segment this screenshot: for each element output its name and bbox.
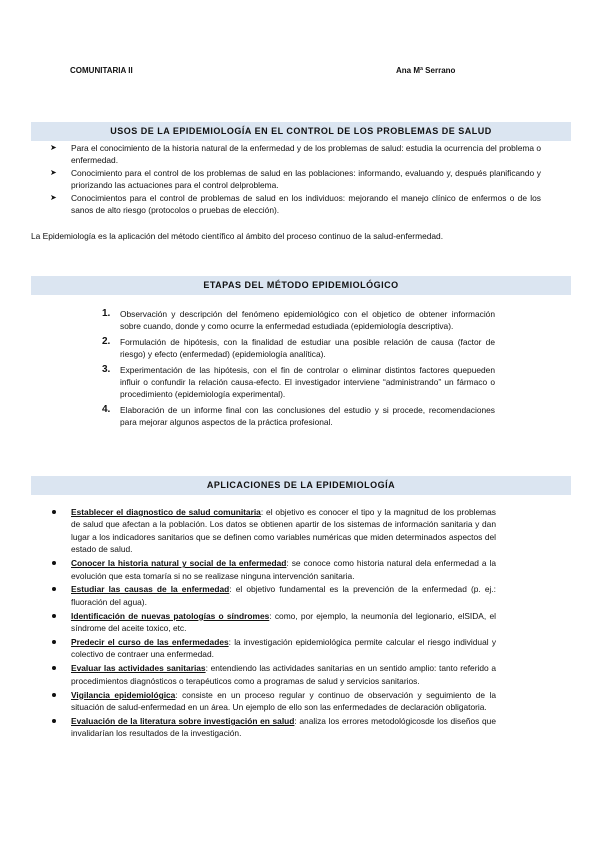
step-item: [100, 404, 495, 429]
etapas-list: [100, 308, 495, 432]
bullet-icon: [52, 719, 56, 723]
section-title-aplicaciones: APLICACIONES DE LA EPIDEMIOLOGÍA: [31, 476, 571, 495]
bullet-icon: [52, 693, 56, 697]
list-item-text: Para el conocimiento de la historia natural de la enfermedad y de los problemas de salud: estudia la ocurrencia del problema o enfermedad.: [71, 143, 541, 166]
header-author: Ana Mª Serrano: [396, 66, 456, 75]
list-item: [52, 557, 496, 582]
step-text: Formulación de hipótesis, con la finalidad de estudiar una posible relación de causa (factor de riesgo) y efecto (enfermedad) (epidemiología analítica).: [120, 336, 495, 360]
item-term: Evaluar las actividades sanitarias: [71, 663, 206, 674]
item-text: : se conoce como historia natural dela enfermedad a la evolución que esta tomaría si no se realizase ninguna intervención sanitaria.: [71, 558, 496, 581]
section-title-etapas: ETAPAS DEL MÉTODO EPIDEMIOLÓGICO: [31, 276, 571, 295]
item-term: Vigilancia epidemiológica: [71, 689, 176, 700]
arrow-bullet-icon: ➤: [50, 192, 57, 202]
list-item: [52, 636, 496, 661]
step-item: [100, 364, 495, 401]
bullet-icon: [52, 587, 56, 591]
bullet-icon: [52, 510, 56, 514]
definition-paragraph: La Epidemiología es la aplicación del método científico al ámbito del proceso continuo de la salud-enfermedad.: [31, 231, 444, 241]
list-item: [31, 142, 541, 167]
item-text: : el objetivo fundamental es la prevención de la enfermedad (p. ej.: fluoración del agua).: [71, 584, 497, 607]
item-text: : consiste en un proceso regular y continuo de observación y seguimiento de la situación de salud-enfermedad en un área. Un ejemplo de ello son las enfermedades de declaración obligatoria.: [71, 689, 496, 713]
item-term: Establecer el diagnostico de salud comunitaria: [71, 507, 261, 517]
list-item: [52, 610, 496, 635]
step-text: Experimentación de las hipótesis, con el fin de controlar o eliminar distintos factores quepueden influir o confundir la relación causa-efecto. El investigador interviene “administrando” un fármaco o procedimiento (epidemiología experimental).: [120, 364, 495, 400]
list-item: [52, 715, 496, 740]
list-item: [31, 192, 541, 217]
step-item: [100, 308, 495, 333]
step-number: 2.: [102, 335, 111, 347]
header-course: COMUNITARIA II: [70, 66, 133, 75]
step-number: 1.: [102, 308, 111, 319]
list-item: [52, 583, 496, 608]
item-text: : la investigación epidemiológica permite calcular el riesgo individual y colectivo de contraer una enfermedad.: [71, 637, 497, 660]
arrow-bullet-icon: ➤: [50, 167, 57, 177]
item-term: Estudiar las causas de la enfermedad: [71, 584, 230, 595]
item-text: : el objetivo es conocer el tipo y la magnitud de los problemas de salud que afectan a la población. Los datos se obtienen apartir de los sistemas de información sanitaria y dan lugar a los indicadores sanitarios que se definen como variables numéricas que miden determinados aspectos del estado de salud.: [71, 507, 496, 555]
list-item: [52, 689, 496, 714]
bullet-icon: [52, 640, 56, 644]
item-text: : analiza los errores metodológicosde los diseños que invalidarían los resultados de la investigación.: [71, 716, 496, 739]
bullet-icon: [52, 614, 56, 618]
section-title-usos: USOS DE LA EPIDEMIOLOGÍA EN EL CONTROL DE LOS PROBLEMAS DE SALUD: [31, 122, 571, 141]
step-number: 4.: [102, 403, 111, 415]
bullet-icon: [52, 561, 56, 565]
list-item: [31, 167, 541, 192]
list-item: [52, 662, 496, 687]
item-term: Predecir el curso de las enfermedades: [71, 637, 229, 648]
list-item-text: Conocimientos para el control de problemas de salud en los individuos: mejorando el manejo clínico de enfermos o de los sanos de alto riesgo (protocolos o pruebas de elección).: [71, 192, 541, 216]
step-item: [100, 336, 495, 361]
item-text: : como, por ejemplo, la neumonía del legionario, elSIDA, el síndrome del aceite toxico, etc.: [71, 610, 496, 634]
usos-list: [31, 142, 541, 216]
item-term: Conocer la historia natural y social de la enfermedad: [71, 558, 287, 569]
bullet-icon: [52, 666, 56, 670]
item-term: Evaluación de la literatura sobre investigación en salud: [71, 716, 295, 726]
item-term: Identificación de nuevas patologías o síndromes: [71, 610, 270, 621]
arrow-bullet-icon: ➤: [50, 143, 57, 152]
aplicaciones-list: [52, 506, 496, 741]
step-text: Elaboración de un informe final con las conclusiones del estudio y si procede, recomendaciones para mejorar algunos aspectos de la práctica profesional.: [120, 404, 495, 428]
step-text: Observación y descripción del fenómeno epidemiológico con el objetico de obtener información sobre cuando, donde y como ocurre la enfermedad estudiada (epidemiología descriptiva).: [120, 309, 495, 332]
item-text: : entendiendo las actividades sanitarias en un sentido amplio: tanto referido a procedimientos diagnósticos o terapéuticos como a programas de salud y servicios sanitarios.: [71, 663, 496, 686]
step-number: 3.: [102, 363, 111, 375]
list-item-text: Conocimiento para el control de los problemas de salud en las poblaciones: informando, evaluando y, después planificando y priorizando las actuaciones para el control delproblema.: [71, 167, 541, 191]
list-item: [52, 506, 496, 556]
